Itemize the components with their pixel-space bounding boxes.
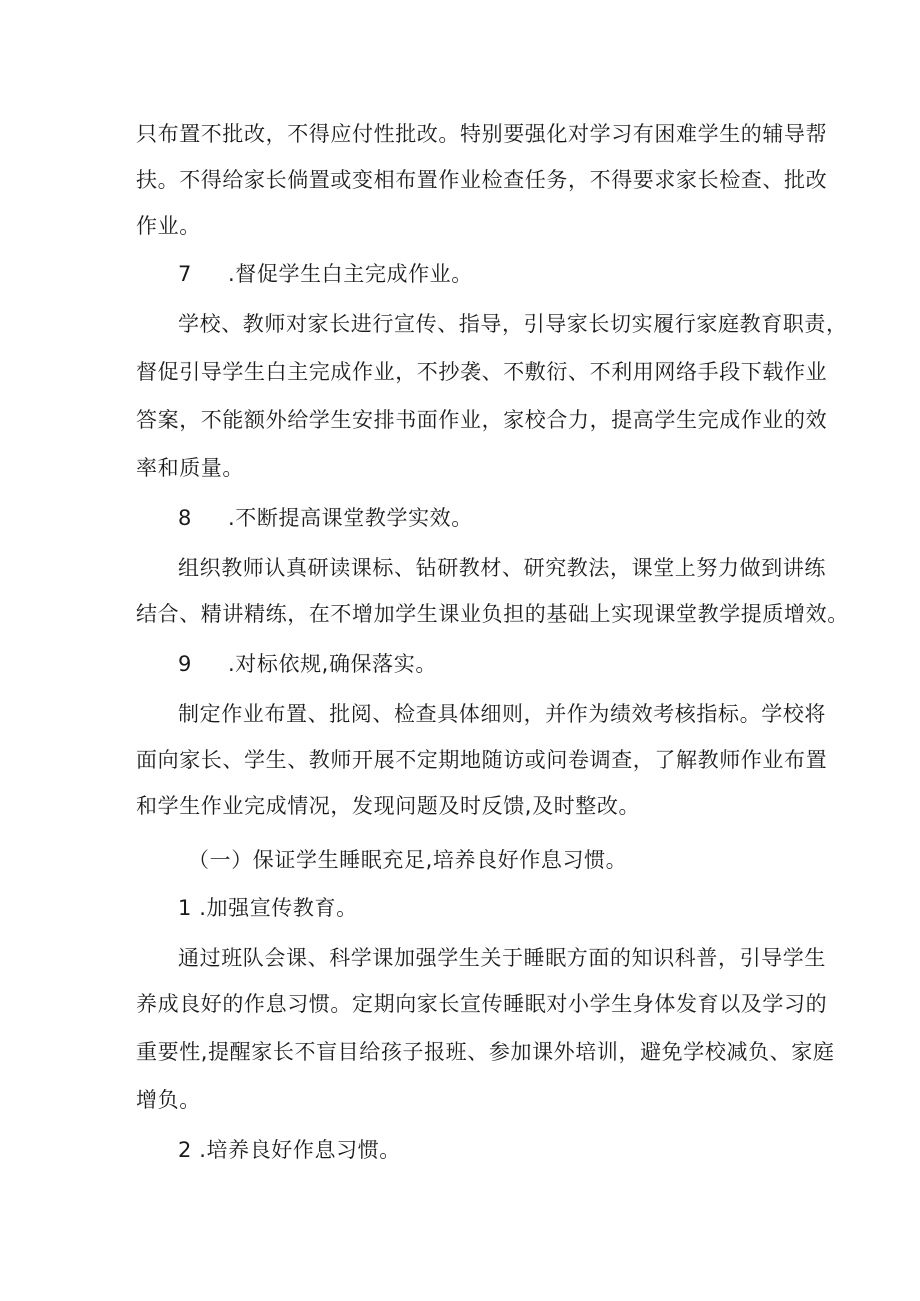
section-heading-8 [178,504,473,532]
paragraph-line: 重要性,提醒家长不盲目给孩子报班、参加课外培训，避免学校减负、家庭 [136,1040,835,1064]
paragraph-line: 增负。 [136,1088,201,1112]
section-heading-9 [178,650,437,678]
paragraph-line: 率和质量。 [136,456,244,480]
heading-number: 7 [178,262,192,286]
section-heading-7 [178,260,473,288]
paragraph-line: 结合、精讲精练，在不增加学生课业负担的基础上实现课堂教学提质增效。 [136,602,849,626]
paragraph-line: 作业。 [136,214,201,238]
heading-number: 9 [178,652,192,676]
heading-number: 8 [178,506,192,530]
numbered-item-heading: 1 .加强宣传教育。 [178,896,358,920]
paragraph-line: 扶。不得给家长倘置或变相布置作业检查任务，不得要求家长检查、批改 [136,168,828,192]
paragraph-line: 通过班队会课、科学课加强学生关于睡眠方面的知识科普，引导学生 [178,946,826,970]
heading-text: .不断提高课堂教学实效。 [228,506,473,530]
paragraph-line: 学校、教师对家长进行宣传、指导，引导家长切实履行家庭教育职责， [178,312,848,336]
paragraph-line: 养成良好的作息习惯。定期向家长宣传睡眠对小学生身体发育以及学习的 [136,992,828,1016]
paragraph-line: 答案，不能额外给学生安排书面作业，家校合力，提高学生完成作业的效 [136,408,828,432]
paragraph-line: 和学生作业完成情况，发现问题及时反馈,及时整改。 [136,794,641,818]
paragraph-line: 督促引导学生白主完成作业，不抄袭、不敷衍、不利用网络手段下载作业 [136,360,828,384]
paragraph-line: 制定作业布置、批阅、检查具体细则，并作为绩效考核指标。学校将 [178,702,826,726]
paragraph-line: 组织教师认真研读课标、钻研教材、研究教法，课堂上努力做到讲练 [178,556,826,580]
paragraph-line: 只布置不批改，不得应付性批改。特别要强化对学习有困难学生的辅导帮 [136,122,828,146]
heading-text: .督促学生白主完成作业。 [228,262,473,286]
subsection-heading: （一）保证学生睡眠充足,培养良好作息习惯。 [188,848,628,872]
paragraph-line: 面向家长、学生、教师开展不定期地随访或问卷调查，了解教师作业布置 [136,748,828,772]
numbered-item-heading: 2 .培养良好作息习惯。 [178,1138,401,1162]
heading-text: .对标依规,确保落实。 [228,652,437,676]
